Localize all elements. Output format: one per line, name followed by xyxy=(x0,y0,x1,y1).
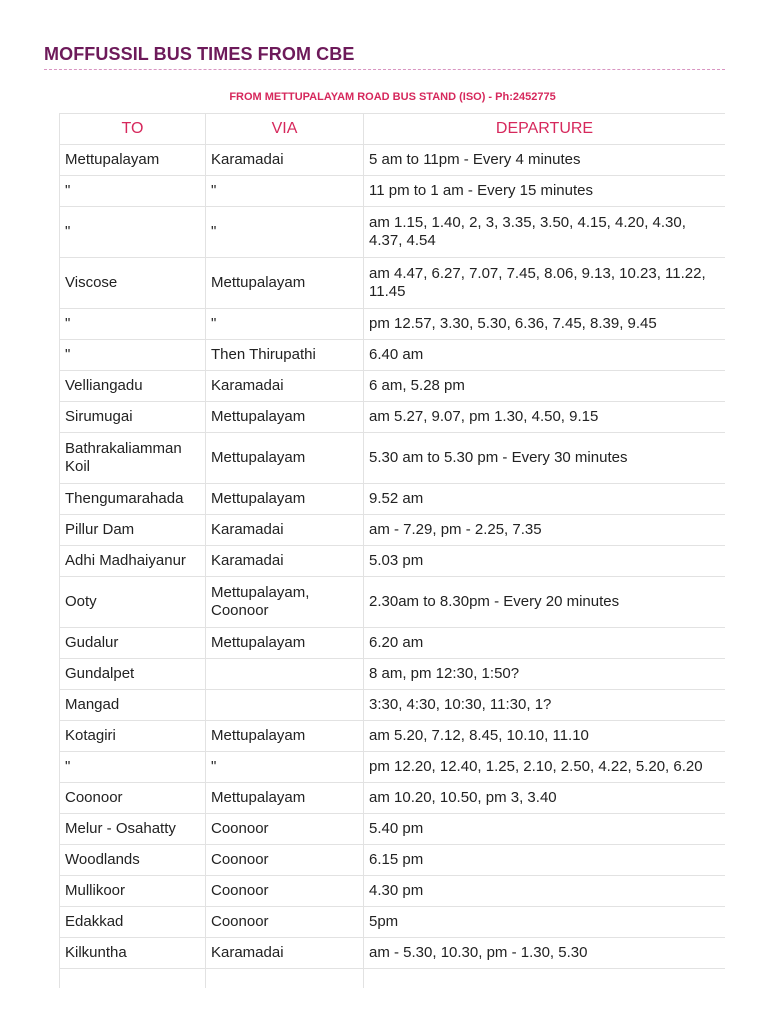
table-row xyxy=(60,659,726,690)
cell-via: Mettupalayam xyxy=(206,628,364,659)
table-row xyxy=(60,907,726,938)
cell-departure: am 1.15, 1.40, 2, 3, 3.35, 3.50, 4.15, 4.20, 4.30, 4.37, 4.54 xyxy=(364,207,726,258)
cell-to: Coonoor xyxy=(60,783,206,814)
cell-to: Gudalur xyxy=(60,628,206,659)
table-row xyxy=(60,546,726,577)
header-to: TO xyxy=(60,114,206,145)
page-title: MOFFUSSIL BUS TIMES FROM CBE xyxy=(44,44,355,64)
cell-via: Coonoor xyxy=(206,845,364,876)
table-header-row xyxy=(60,114,726,145)
cell-departure: 5.40 pm xyxy=(364,814,726,845)
table-row xyxy=(60,628,726,659)
table-row xyxy=(60,969,726,989)
cell-to: Sirumugai xyxy=(60,402,206,433)
cell-to: " xyxy=(60,752,206,783)
cell-to: Woodlands xyxy=(60,845,206,876)
cell-via: Karamadai xyxy=(206,938,364,969)
cell-via: Mettupalayam xyxy=(206,433,364,484)
cell-to: " xyxy=(60,340,206,371)
header-via: VIA xyxy=(206,114,364,145)
cell-departure: 3:30, 4:30, 10:30, 11:30, 1? xyxy=(364,690,726,721)
cell-via: Mettupalayam xyxy=(206,783,364,814)
cell-departure: 6.40 am xyxy=(364,340,726,371)
cell-departure: am 5.20, 7.12, 8.45, 10.10, 11.10 xyxy=(364,721,726,752)
table-row xyxy=(60,752,726,783)
table-row xyxy=(60,340,726,371)
cell-to: " xyxy=(60,207,206,258)
cell-via: " xyxy=(206,752,364,783)
cell-via: Karamadai xyxy=(206,546,364,577)
title-divider xyxy=(44,69,725,70)
cell-via: Mettupalayam xyxy=(206,721,364,752)
cell-via: Mettupalayam, Coonoor xyxy=(206,577,364,628)
cell-to: Velliangadu xyxy=(60,371,206,402)
cell-departure: am 4.47, 6.27, 7.07, 7.45, 8.06, 9.13, 10.23, 11.22, 11.45 xyxy=(364,258,726,309)
table-row xyxy=(60,433,726,484)
cell-to: Thengumarahada xyxy=(60,484,206,515)
table-row xyxy=(60,484,726,515)
cell-departure: am 5.27, 9.07, pm 1.30, 4.50, 9.15 xyxy=(364,402,726,433)
cell-to: Mangad xyxy=(60,690,206,721)
table-row xyxy=(60,876,726,907)
cell-to: " xyxy=(60,176,206,207)
table-row xyxy=(60,309,726,340)
cell-to: Pillur Dam xyxy=(60,515,206,546)
cell-departure: 8 am, pm 12:30, 1:50? xyxy=(364,659,726,690)
table-row xyxy=(60,145,726,176)
table-row xyxy=(60,845,726,876)
cell-to: Melur - Osahatty xyxy=(60,814,206,845)
cell-departure: 2.30am to 8.30pm - Every 20 minutes xyxy=(364,577,726,628)
cell-via: Karamadai xyxy=(206,515,364,546)
cell-departure: pm 12.57, 3.30, 5.30, 6.36, 7.45, 8.39, 9.45 xyxy=(364,309,726,340)
cell-to: Gundalpet xyxy=(60,659,206,690)
table-row xyxy=(60,371,726,402)
table-row xyxy=(60,515,726,546)
header-departure: DEPARTURE xyxy=(364,114,726,145)
cell-via: Karamadai xyxy=(206,371,364,402)
cell-departure: 6.20 am xyxy=(364,628,726,659)
cell-via: Coonoor xyxy=(206,814,364,845)
cell-to: Mettupalayam xyxy=(60,145,206,176)
cell-via xyxy=(206,690,364,721)
cell-via: Mettupalayam xyxy=(206,258,364,309)
cell-to: Ooty xyxy=(60,577,206,628)
cell-via: Coonoor xyxy=(206,876,364,907)
cell-departure: 5.30 am to 5.30 pm - Every 30 minutes xyxy=(364,433,726,484)
cell-to: " xyxy=(60,309,206,340)
cell-departure: 9.52 am xyxy=(364,484,726,515)
table-row xyxy=(60,783,726,814)
cell-departure: 11 pm to 1 am - Every 15 minutes xyxy=(364,176,726,207)
cell-to: Bathrakaliamman Koil xyxy=(60,433,206,484)
cell-to: Kotagiri xyxy=(60,721,206,752)
cell-via: " xyxy=(206,207,364,258)
cell-via: Mettupalayam xyxy=(206,484,364,515)
cell-departure: 5 am to 11pm - Every 4 minutes xyxy=(364,145,726,176)
cell-departure: pm 12.20, 12.40, 1.25, 2.10, 2.50, 4.22, 5.20, 6.20 xyxy=(364,752,726,783)
cell-to: Kilkuntha xyxy=(60,938,206,969)
cell-to: Adhi Madhaiyanur xyxy=(60,546,206,577)
cell-via: " xyxy=(206,176,364,207)
bus-times-table xyxy=(59,113,725,988)
cell-departure: 6 am, 5.28 pm xyxy=(364,371,726,402)
table-row xyxy=(60,258,726,309)
cell-departure: am - 7.29, pm - 2.25, 7.35 xyxy=(364,515,726,546)
cell-to: Mullikoor xyxy=(60,876,206,907)
cell-departure: 4.30 pm xyxy=(364,876,726,907)
cell-departure xyxy=(364,969,726,989)
table-row xyxy=(60,207,726,258)
cell-departure: 5pm xyxy=(364,907,726,938)
cell-via: Then Thirupathi xyxy=(206,340,364,371)
table-row xyxy=(60,402,726,433)
cell-departure: am 10.20, 10.50, pm 3, 3.40 xyxy=(364,783,726,814)
cell-via: Karamadai xyxy=(206,145,364,176)
cell-via: Mettupalayam xyxy=(206,402,364,433)
table-row xyxy=(60,690,726,721)
table-body xyxy=(60,145,726,989)
cell-to: Viscose xyxy=(60,258,206,309)
table-row xyxy=(60,721,726,752)
cell-departure: am - 5.30, 10.30, pm - 1.30, 5.30 xyxy=(364,938,726,969)
cell-via: " xyxy=(206,309,364,340)
table-row xyxy=(60,938,726,969)
cell-to xyxy=(60,969,206,989)
bus-stand-subtitle: FROM METTUPALAYAM ROAD BUS STAND (ISO) - Ph:2452775 xyxy=(229,91,556,103)
table-row xyxy=(60,176,726,207)
table-row xyxy=(60,577,726,628)
table-row xyxy=(60,814,726,845)
cell-departure: 5.03 pm xyxy=(364,546,726,577)
cell-via xyxy=(206,969,364,989)
cell-via xyxy=(206,659,364,690)
cell-to: Edakkad xyxy=(60,907,206,938)
cell-departure: 6.15 pm xyxy=(364,845,726,876)
cell-via: Coonoor xyxy=(206,907,364,938)
bus-times-table-container xyxy=(59,113,725,988)
